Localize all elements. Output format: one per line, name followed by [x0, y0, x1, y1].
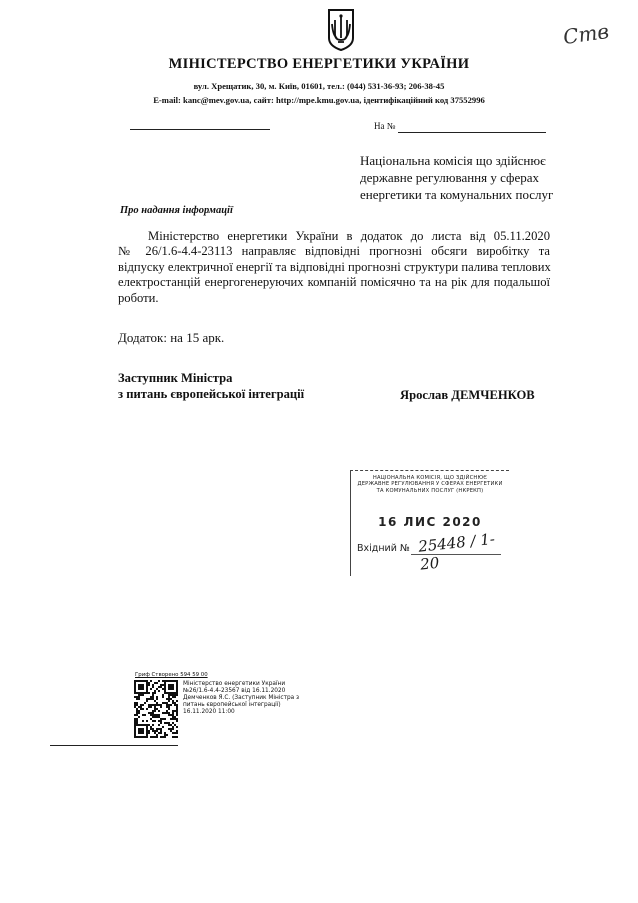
qr-code-icon [134, 680, 178, 738]
signer-title-line: з питань європейської інтеграції [118, 387, 305, 401]
letter-body [118, 229, 550, 306]
recipient-line: Національна комісія що здійснює [360, 153, 546, 168]
recipient-block [360, 152, 590, 203]
attachment-note: Додаток: на 15 арк. [118, 330, 225, 345]
stamp-organization [351, 475, 509, 494]
esign-line: №26/1.6-4.4-23567 від 16.11.2020 [183, 688, 286, 695]
stamp-number-line [411, 554, 501, 555]
ministry-name: МІНІСТЕРСТВО ЕНЕРГЕТИКИ УКРАЇНИ [168, 56, 470, 72]
stamp-date: 16 ЛИС 2020 [378, 515, 482, 529]
letter-subject: Про надання інформації [120, 205, 233, 216]
recipient-line: енергетики та комунальних послуг [360, 187, 554, 202]
esign-line: питань європейської інтеграції) [183, 702, 281, 709]
body-line: Міністерство енергетики України в додаток до листа від 05.11.2020 [148, 229, 550, 243]
esign-info [183, 681, 299, 716]
body-line: № 26/1.6-4.4-23113 направляє відповідні прогнозні обсяги виробітку та [118, 244, 550, 259]
ministry-contacts: E-mail: kanc@mev.gov.ua, сайт: http://mpe.kmu.gov.ua, ідентифікаційний код 37552996 [153, 95, 485, 105]
footer-line [50, 745, 178, 746]
esign-line: 16.11.2020 11:00 [183, 709, 235, 716]
esign-line: Міністерство енергетики України [183, 681, 286, 687]
body-line: відпуску електричної енергії та відповідні прогнозні структури палива теплових [118, 259, 551, 274]
esign-top-label: Гриф Створено 594 59 00 [135, 672, 208, 678]
stamp-incoming-number: 25448 / 1-20 [417, 529, 496, 574]
recipient-line: державне регулювання у сферах [360, 170, 540, 185]
registration-stamp [350, 470, 509, 576]
stamp-org-line: НАЦІОНАЛЬНА КОМІСІЯ, ЩО ЗДІЙСНЮЄ [372, 475, 488, 481]
signer-name: Ярослав ДЕМЧЕНКОВ [400, 388, 535, 402]
trident-emblem-icon [327, 8, 355, 52]
signer-title-line: Заступник Міністра [118, 371, 233, 385]
in-reply-label: На № [374, 121, 396, 131]
in-reply-line [398, 132, 546, 133]
ministry-address: вул. Хрещатик, 30, м. Київ, 01601, тел.: (044) 531-36-93; 206-38-45 [193, 81, 445, 91]
outgoing-number-line [130, 129, 270, 130]
stamp-org-line: ТА КОМУНАЛЬНИХ ПОСЛУГ (НКРЕКП) [376, 487, 484, 494]
esign-line: Демченков Я.С. (Заступник Міністра з [183, 695, 300, 702]
body-line: роботи. [118, 290, 159, 305]
signer-title [118, 370, 304, 402]
handwritten-corner-mark: Ств [561, 18, 611, 50]
stamp-incoming-label: Вхідний № [357, 543, 410, 554]
stamp-org-line: ДЕРЖАВНЕ РЕГУЛЮВАННЯ У СФЕРАХ ЕНЕРГЕТИКИ [357, 481, 503, 488]
body-line: електростанцій енергогенеруючих компаній помісячно та на рік для подальшої [118, 275, 550, 290]
